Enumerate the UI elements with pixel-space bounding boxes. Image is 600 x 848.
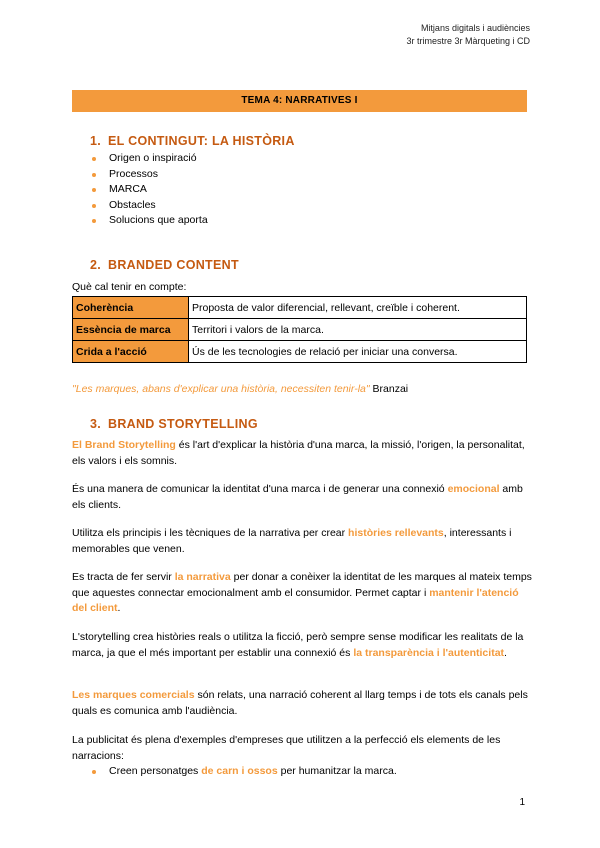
- highlight: mantenir l'atenció del client: [72, 586, 519, 614]
- table-value: Ús de les tecnologies de relació per iniciar una conversa.: [189, 341, 527, 363]
- highlight: la narrativa: [174, 571, 231, 583]
- paragraph-text: Creen personatges: [109, 765, 202, 777]
- highlight: històries rellevants: [348, 527, 444, 539]
- highlight: Les marques comercials: [72, 689, 195, 701]
- highlight: emocional: [447, 483, 500, 495]
- page-number: 1: [519, 797, 525, 808]
- table-key: Essència de marca: [73, 319, 189, 341]
- paragraph-7: La publicitat és plena d'exemples d'empreses que utilitzen a la perfecció els elements de les narracions:: [72, 734, 501, 762]
- table-value: Proposta de valor diferencial, rellevant, creïble i coherent.: [189, 297, 527, 319]
- table-key: Coherència: [73, 297, 189, 319]
- section-3-list: [92, 764, 532, 780]
- section-3-number: 3.: [90, 417, 102, 431]
- table-row: [73, 297, 527, 319]
- paragraph-text: , interessants i memorables que venen.: [72, 527, 512, 555]
- table-key: Crida a l'acció: [73, 341, 189, 363]
- paragraph-text: són relats, una narració coherent al llarg temps i de tots els canals pels quals es comunica amb l'audiència.: [72, 689, 528, 717]
- section-1-list: [92, 151, 208, 229]
- document-header: [406, 22, 530, 48]
- list-item: Origen o inspiració: [92, 151, 208, 167]
- branded-content-table: [72, 296, 527, 363]
- section-1-heading: [90, 134, 295, 148]
- paragraph-text: per donar a conèixer la identitat de les marques al mateix temps que aquestes connectar emocionalment amb el consumidor. Permet captar i: [72, 571, 532, 599]
- section-3-title: BRAND STORYTELLING: [108, 417, 258, 431]
- section-2-intro: Què cal tenir en compte:: [72, 281, 187, 293]
- paragraph-text: .: [504, 646, 507, 659]
- paragraph-text: amb els clients.: [72, 483, 523, 511]
- quote-text: "Les marques, abans d'explicar una història, necessiten tenir-la": [72, 383, 370, 395]
- table-row: [73, 341, 527, 363]
- paragraph-text: És una manera de comunicar la identitat d'una marca i de generar una connexió: [72, 483, 448, 495]
- section-1-title: EL CONTINGUT: LA HISTÒRIA: [108, 134, 295, 148]
- paragraph-4: [72, 570, 532, 617]
- list-item: MARCA: [92, 182, 208, 198]
- section-2-number: 2.: [90, 258, 102, 272]
- paragraph-3: [72, 526, 532, 557]
- highlight: la transparència i l'autenticitat: [353, 646, 505, 659]
- table-value: Territori i valors de la marca.: [189, 319, 527, 341]
- table-row: [73, 319, 527, 341]
- paragraph-5: [72, 630, 532, 661]
- highlight: de carn i ossos: [201, 765, 278, 777]
- list-item: [92, 764, 532, 780]
- section-2-title: BRANDED CONTENT: [108, 258, 239, 272]
- section-2-heading: [90, 258, 239, 272]
- list-item: Solucions que aporta: [92, 213, 208, 229]
- paragraph-text: .: [117, 602, 121, 614]
- paragraph-text: és l'art d'explicar la història d'una marca, la missió, l'origen, la personalitat, els valors i els somnis.: [72, 439, 525, 467]
- section-3-heading: [90, 417, 258, 431]
- header-course: Mitjans digitals i audiències: [420, 23, 530, 33]
- topic-title-bar: TEMA 4: NARRATIVES I: [72, 90, 527, 112]
- quote-author: Branzai: [369, 383, 409, 395]
- paragraph-text: Utilitza els principis i les tècniques de la narrativa per crear: [72, 527, 349, 539]
- list-item: Obstacles: [92, 198, 208, 214]
- paragraph-text: per humanitzar la marca.: [277, 765, 397, 777]
- paragraph-6: [72, 688, 532, 719]
- paragraph-2: [72, 482, 532, 513]
- paragraph-text: L'storytelling crea històries reals o utilitza la ficció, però sempre sense modificar les realitats de la marca, ja que el més important per establir una connexió és: [72, 631, 524, 659]
- highlight: El Brand Storytelling: [72, 439, 176, 451]
- paragraph-text: Es tracta de fer servir: [72, 571, 175, 583]
- list-item: Processos: [92, 167, 208, 183]
- header-term: 3r trimestre 3r Màrqueting i CD: [406, 36, 530, 46]
- branzai-quote: [72, 383, 408, 395]
- section-1-number: 1.: [90, 134, 102, 148]
- paragraph-1: [72, 438, 532, 469]
